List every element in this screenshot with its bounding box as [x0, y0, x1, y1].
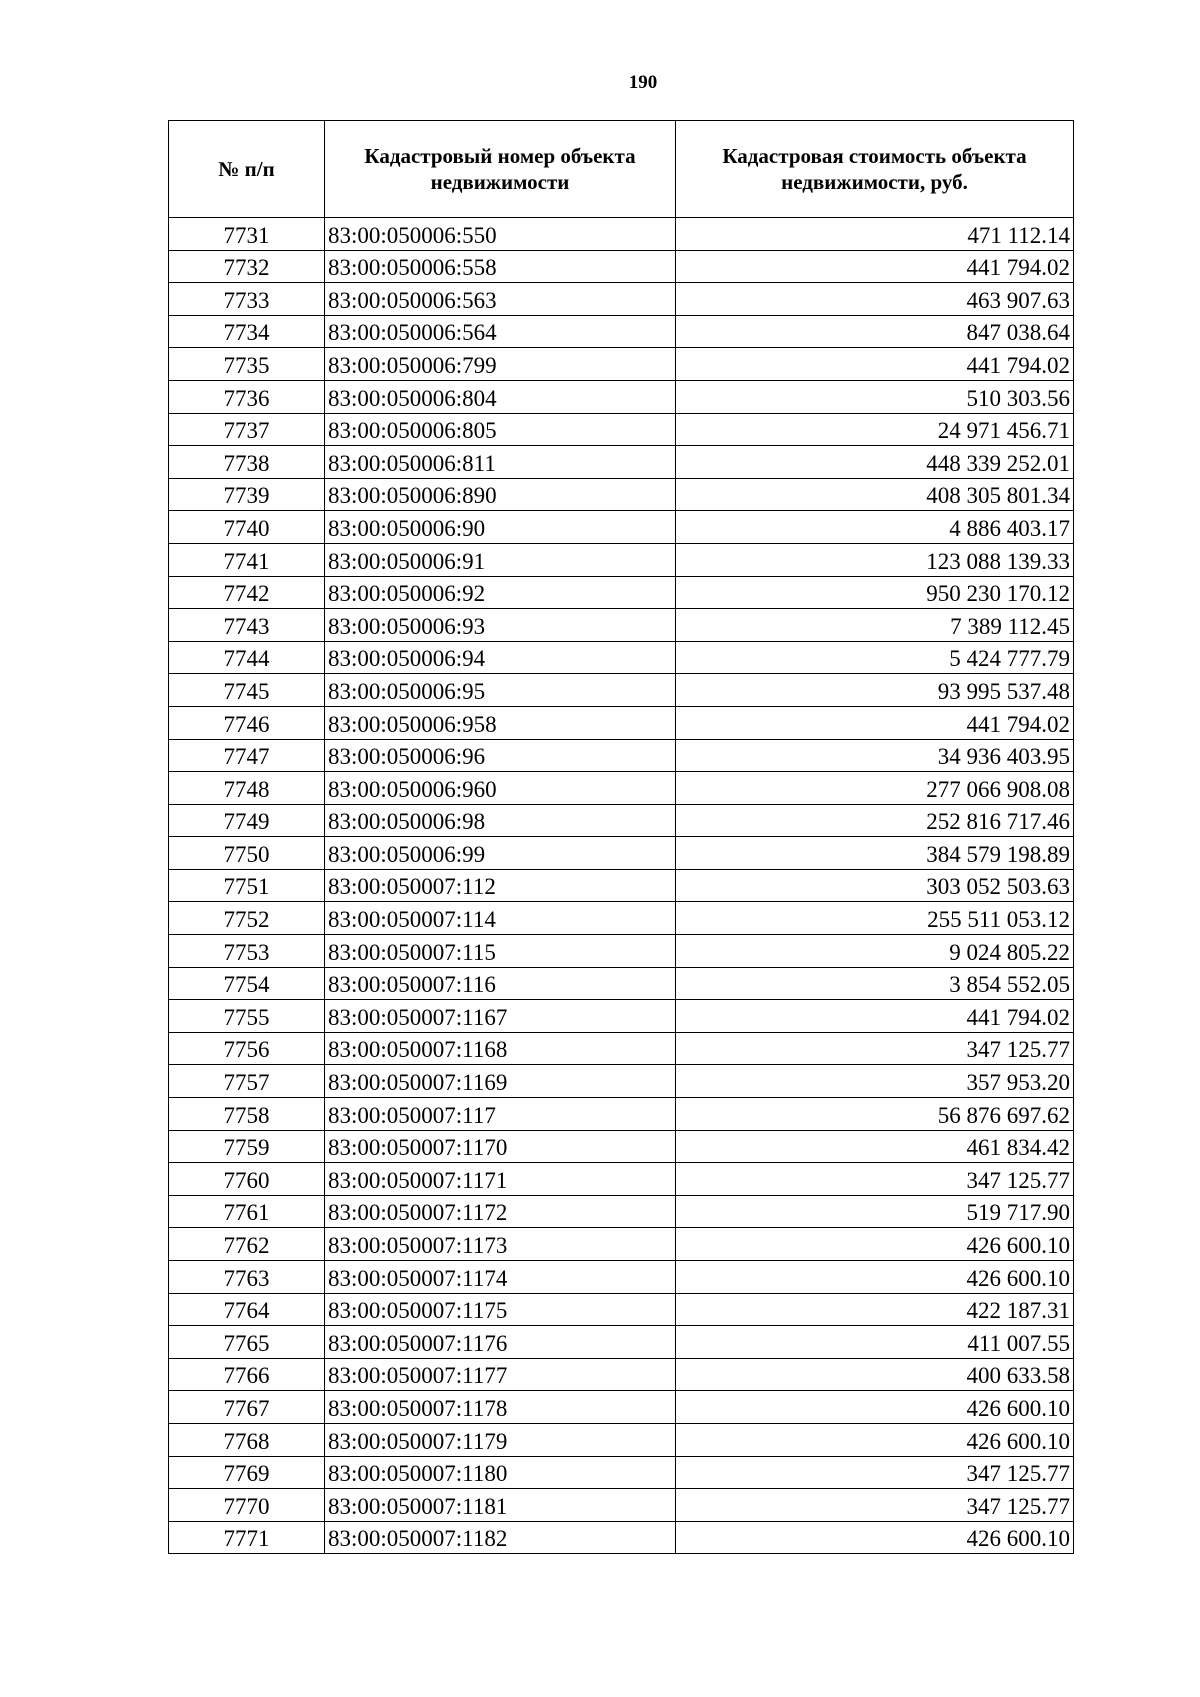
table-row [169, 1130, 1074, 1163]
row-number-cell: 7744 [169, 641, 325, 674]
row-number-cell: 7764 [169, 1293, 325, 1326]
table-row [169, 1489, 1074, 1522]
cadastral-value-cell: 9 024 805.22 [676, 935, 1074, 968]
cadastral-number-cell: 83:00:050007:116 [325, 967, 676, 1000]
row-number-cell: 7741 [169, 543, 325, 576]
row-number-cell: 7734 [169, 315, 325, 348]
row-number-cell: 7750 [169, 837, 325, 870]
cadastral-number-cell: 83:00:050007:117 [325, 1098, 676, 1131]
cadastral-value-cell: 303 052 503.63 [676, 869, 1074, 902]
table-row [169, 1228, 1074, 1261]
table-row [169, 348, 1074, 381]
table-row [169, 478, 1074, 511]
cadastral-value-cell: 252 816 717.46 [676, 804, 1074, 837]
cadastral-value-cell: 426 600.10 [676, 1391, 1074, 1424]
table-row [169, 706, 1074, 739]
cadastral-value-cell: 34 936 403.95 [676, 739, 1074, 772]
cadastral-value-cell: 441 794.02 [676, 250, 1074, 283]
cadastral-number-cell: 83:00:050006:960 [325, 772, 676, 805]
cadastral-value-cell: 426 600.10 [676, 1261, 1074, 1294]
cadastral-number-cell: 83:00:050006:99 [325, 837, 676, 870]
row-number-cell: 7742 [169, 576, 325, 609]
cadastral-number-cell: 83:00:050007:114 [325, 902, 676, 935]
row-number-cell: 7735 [169, 348, 325, 381]
cadastral-number-cell: 83:00:050006:91 [325, 543, 676, 576]
row-number-cell: 7746 [169, 706, 325, 739]
cadastral-value-cell: 255 511 053.12 [676, 902, 1074, 935]
table-header [169, 121, 1074, 218]
cadastral-value-cell: 519 717.90 [676, 1195, 1074, 1228]
cadastral-number-cell: 83:00:050006:890 [325, 478, 676, 511]
cadastral-value-cell: 400 633.58 [676, 1358, 1074, 1391]
cadastral-number-cell: 83:00:050007:1181 [325, 1489, 676, 1522]
table-row [169, 772, 1074, 805]
cadastral-number-cell: 83:00:050006:805 [325, 413, 676, 446]
page-number: 190 [628, 72, 658, 93]
table-row [169, 869, 1074, 902]
row-number-cell: 7756 [169, 1032, 325, 1065]
row-number-cell: 7733 [169, 283, 325, 316]
cadastral-value-cell: 510 303.56 [676, 380, 1074, 413]
row-number-cell: 7748 [169, 772, 325, 805]
header-row-number: № п/п [169, 121, 325, 218]
row-number-cell: 7770 [169, 1489, 325, 1522]
cadastral-number-cell: 83:00:050007:1175 [325, 1293, 676, 1326]
cadastral-value-cell: 56 876 697.62 [676, 1098, 1074, 1131]
cadastral-number-cell: 83:00:050007:112 [325, 869, 676, 902]
table-row [169, 902, 1074, 935]
cadastral-value-cell: 24 971 456.71 [676, 413, 1074, 446]
table-row [169, 446, 1074, 479]
cadastral-value-cell: 347 125.77 [676, 1456, 1074, 1489]
cadastral-value-cell: 448 339 252.01 [676, 446, 1074, 479]
cadastral-value-cell: 471 112.14 [676, 218, 1074, 251]
cadastral-number-cell: 83:00:050006:563 [325, 283, 676, 316]
row-number-cell: 7766 [169, 1358, 325, 1391]
table-row [169, 641, 1074, 674]
cadastral-value-cell: 441 794.02 [676, 706, 1074, 739]
cadastral-number-cell: 83:00:050007:1168 [325, 1032, 676, 1065]
cadastral-value-cell: 4 886 403.17 [676, 511, 1074, 544]
table-row [169, 576, 1074, 609]
cadastral-value-cell: 463 907.63 [676, 283, 1074, 316]
cadastral-value-cell: 347 125.77 [676, 1489, 1074, 1522]
cadastral-number-cell: 83:00:050007:1173 [325, 1228, 676, 1261]
table-row [169, 1423, 1074, 1456]
table-row [169, 1261, 1074, 1294]
table-row [169, 1065, 1074, 1098]
table-row [169, 935, 1074, 968]
cadastral-value-cell: 411 007.55 [676, 1326, 1074, 1359]
table-row [169, 1391, 1074, 1424]
row-number-cell: 7758 [169, 1098, 325, 1131]
header-cadastral-value: Кадастровая стоимость объекта недвижимости, руб. [676, 121, 1074, 218]
cadastral-number-cell: 83:00:050006:958 [325, 706, 676, 739]
row-number-cell: 7771 [169, 1521, 325, 1554]
table-row [169, 413, 1074, 446]
cadastral-number-cell: 83:00:050006:564 [325, 315, 676, 348]
row-number-cell: 7751 [169, 869, 325, 902]
table-row [169, 1098, 1074, 1131]
cadastral-number-cell: 83:00:050006:550 [325, 218, 676, 251]
table-row [169, 1195, 1074, 1228]
row-number-cell: 7752 [169, 902, 325, 935]
table-row [169, 315, 1074, 348]
cadastral-number-cell: 83:00:050007:1174 [325, 1261, 676, 1294]
table-row [169, 1000, 1074, 1033]
cadastral-value-table [168, 120, 1074, 1554]
row-number-cell: 7737 [169, 413, 325, 446]
table-row [169, 1293, 1074, 1326]
cadastral-value-cell: 426 600.10 [676, 1228, 1074, 1261]
table-row [169, 1326, 1074, 1359]
cadastral-number-cell: 83:00:050007:1182 [325, 1521, 676, 1554]
cadastral-number-cell: 83:00:050007:1179 [325, 1423, 676, 1456]
row-number-cell: 7753 [169, 935, 325, 968]
cadastral-value-cell: 441 794.02 [676, 1000, 1074, 1033]
cadastral-number-cell: 83:00:050007:1172 [325, 1195, 676, 1228]
table-row [169, 1163, 1074, 1196]
row-number-cell: 7768 [169, 1423, 325, 1456]
cadastral-value-cell: 123 088 139.33 [676, 543, 1074, 576]
table-row [169, 250, 1074, 283]
row-number-cell: 7759 [169, 1130, 325, 1163]
cadastral-value-cell: 408 305 801.34 [676, 478, 1074, 511]
cadastral-number-cell: 83:00:050007:1178 [325, 1391, 676, 1424]
table-row [169, 739, 1074, 772]
cadastral-value-cell: 93 995 537.48 [676, 674, 1074, 707]
table-row [169, 380, 1074, 413]
cadastral-number-cell: 83:00:050006:98 [325, 804, 676, 837]
cadastral-number-cell: 83:00:050006:804 [325, 380, 676, 413]
row-number-cell: 7763 [169, 1261, 325, 1294]
cadastral-number-cell: 83:00:050006:558 [325, 250, 676, 283]
table-row [169, 609, 1074, 642]
row-number-cell: 7731 [169, 218, 325, 251]
table-row [169, 543, 1074, 576]
table-row [169, 283, 1074, 316]
row-number-cell: 7739 [169, 478, 325, 511]
row-number-cell: 7754 [169, 967, 325, 1000]
cadastral-value-cell: 847 038.64 [676, 315, 1074, 348]
row-number-cell: 7769 [169, 1456, 325, 1489]
cadastral-number-cell: 83:00:050007:1170 [325, 1130, 676, 1163]
header-row [169, 121, 1074, 218]
cadastral-number-cell: 83:00:050007:1169 [325, 1065, 676, 1098]
header-cadastral-number: Кадастровый номер объекта недвижимости [325, 121, 676, 218]
table-body [169, 218, 1074, 1554]
table-row [169, 511, 1074, 544]
row-number-cell: 7743 [169, 609, 325, 642]
row-number-cell: 7762 [169, 1228, 325, 1261]
cadastral-value-cell: 441 794.02 [676, 348, 1074, 381]
cadastral-number-cell: 83:00:050006:811 [325, 446, 676, 479]
row-number-cell: 7738 [169, 446, 325, 479]
cadastral-number-cell: 83:00:050007:115 [325, 935, 676, 968]
table-row [169, 218, 1074, 251]
row-number-cell: 7747 [169, 739, 325, 772]
table-row [169, 1456, 1074, 1489]
row-number-cell: 7757 [169, 1065, 325, 1098]
table-row [169, 1358, 1074, 1391]
row-number-cell: 7755 [169, 1000, 325, 1033]
cadastral-value-cell: 277 066 908.08 [676, 772, 1074, 805]
cadastral-value-cell: 384 579 198.89 [676, 837, 1074, 870]
row-number-cell: 7767 [169, 1391, 325, 1424]
row-number-cell: 7740 [169, 511, 325, 544]
cadastral-number-cell: 83:00:050006:95 [325, 674, 676, 707]
cadastral-number-cell: 83:00:050006:92 [325, 576, 676, 609]
cadastral-number-cell: 83:00:050006:90 [325, 511, 676, 544]
cadastral-number-cell: 83:00:050006:96 [325, 739, 676, 772]
table-row [169, 804, 1074, 837]
cadastral-number-cell: 83:00:050007:1176 [325, 1326, 676, 1359]
cadastral-value-cell: 7 389 112.45 [676, 609, 1074, 642]
row-number-cell: 7732 [169, 250, 325, 283]
table-row [169, 1521, 1074, 1554]
table-row [169, 674, 1074, 707]
table-row [169, 967, 1074, 1000]
row-number-cell: 7745 [169, 674, 325, 707]
cadastral-value-cell: 426 600.10 [676, 1521, 1074, 1554]
cadastral-number-cell: 83:00:050007:1177 [325, 1358, 676, 1391]
table-row [169, 1032, 1074, 1065]
cadastral-value-cell: 950 230 170.12 [676, 576, 1074, 609]
cadastral-number-cell: 83:00:050007:1167 [325, 1000, 676, 1033]
cadastral-value-cell: 357 953.20 [676, 1065, 1074, 1098]
cadastral-value-cell: 3 854 552.05 [676, 967, 1074, 1000]
cadastral-number-cell: 83:00:050006:94 [325, 641, 676, 674]
cadastral-number-cell: 83:00:050007:1180 [325, 1456, 676, 1489]
cadastral-number-cell: 83:00:050007:1171 [325, 1163, 676, 1196]
row-number-cell: 7761 [169, 1195, 325, 1228]
cadastral-value-cell: 422 187.31 [676, 1293, 1074, 1326]
row-number-cell: 7765 [169, 1326, 325, 1359]
cadastral-value-cell: 347 125.77 [676, 1032, 1074, 1065]
row-number-cell: 7749 [169, 804, 325, 837]
cadastral-value-cell: 461 834.42 [676, 1130, 1074, 1163]
cadastral-value-cell: 426 600.10 [676, 1423, 1074, 1456]
table-row [169, 837, 1074, 870]
cadastral-number-cell: 83:00:050006:799 [325, 348, 676, 381]
row-number-cell: 7736 [169, 380, 325, 413]
row-number-cell: 7760 [169, 1163, 325, 1196]
cadastral-value-cell: 347 125.77 [676, 1163, 1074, 1196]
cadastral-value-cell: 5 424 777.79 [676, 641, 1074, 674]
cadastral-number-cell: 83:00:050006:93 [325, 609, 676, 642]
